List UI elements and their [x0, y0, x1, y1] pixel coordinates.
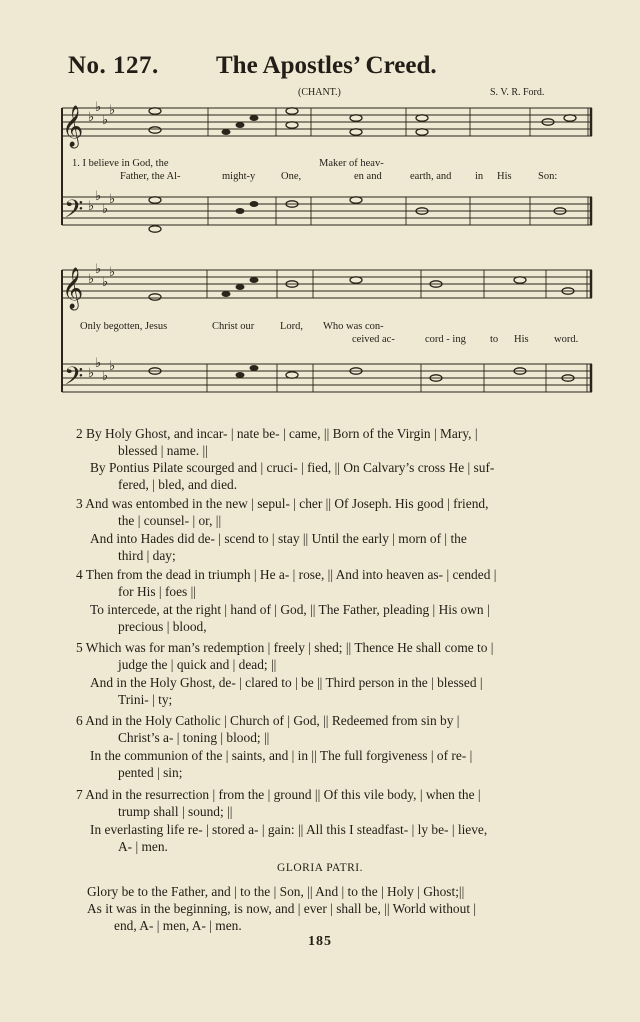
lyric-text: Lord, [280, 321, 304, 332]
lyric-text: Father, the Al- [120, 171, 181, 182]
verse-line: And into Hades did de- | scend to | stay || Until the early | morn of | the [90, 531, 467, 546]
lyric-text: in [475, 171, 484, 182]
gloria-heading: GLORIA PATRI. [277, 862, 363, 874]
verse-line: the | counsel- | or, || [118, 513, 222, 528]
hymn-title: The Apostles’ Creed. [216, 52, 437, 79]
svg-text:♭: ♭ [109, 103, 116, 118]
lyric-text: Who was con- [323, 321, 384, 332]
verse-line: Christ’s a- | toning | blood; || [118, 730, 270, 745]
bass-staff-2 [62, 364, 592, 392]
lyric-text: Maker of heav- [319, 158, 384, 169]
svg-text:♭: ♭ [109, 192, 116, 207]
lyric-text: ceived ac- [352, 334, 395, 345]
verse-line: third | day; [118, 548, 176, 563]
verse-line: To intercede, at the right | hand of | God, || The Father, pleading | His own | [90, 602, 490, 617]
verse-line: 3 And was entombed in the new | sepul- | cher || Of Joseph. His good | friend, [76, 496, 489, 511]
lyric-text: en and [354, 171, 382, 182]
svg-text:♭: ♭ [102, 202, 109, 217]
gloria-line: Glory be to the Father, and | to the | Son, || And | to the | Holy | Ghost;|| [87, 884, 465, 899]
verse-line: 4 Then from the dead in triumph | He a- | rose, || And into heaven as- | cended | [76, 567, 497, 582]
verse-line: In everlasting life re- | stored a- | gain: || All this I steadfast- | ly be- | lieve, [90, 822, 488, 837]
svg-text:♭: ♭ [95, 262, 102, 277]
verse-line: 7 And in the resurrection | from the | ground || Of this vile body, | when the | [76, 787, 481, 802]
lyric-text: earth, and [410, 171, 452, 182]
hymn-number: No. 127. [68, 52, 159, 79]
verse-line: 6 And in the Holy Catholic | Church of | God, || Redeemed from sin by | [76, 713, 460, 728]
svg-text:♭: ♭ [88, 272, 95, 287]
music-score [0, 0, 640, 420]
filled-noteheads [222, 115, 259, 378]
key-signature-flats [88, 100, 115, 384]
svg-text:♭: ♭ [102, 275, 109, 290]
treble-staff-1 [62, 108, 592, 136]
verse-line: blessed | name. || [118, 443, 208, 458]
verse-line: A- | men. [118, 839, 168, 854]
svg-text:♭: ♭ [88, 366, 95, 381]
verse-line: judge the | quick and | dead; || [118, 657, 277, 672]
gloria-line: As it was in the beginning, is now, and | ever | shall be, || World without | [87, 901, 477, 916]
verse-line: pented | sin; [118, 765, 183, 780]
treble-clef-icon: 𝄞 [62, 106, 84, 147]
svg-text:♭: ♭ [88, 199, 95, 214]
lyric-text: cord - ing [425, 334, 466, 345]
verse-line: Trini- | ty; [118, 692, 173, 707]
lyric-text: His [514, 334, 529, 345]
bass-clef-icon: 𝄢 [64, 362, 84, 397]
svg-text:♭: ♭ [95, 100, 102, 115]
lyric-text: might-y [222, 171, 256, 182]
gloria-line: end, A- | men, A- | men. [114, 918, 242, 933]
bass-staff-1 [62, 197, 592, 225]
verse-line: In the communion of the | saints, and | in || The full forgiveness | of re- | [90, 748, 473, 763]
verse-line: By Pontius Pilate scourged and | cruci- | fied, || On Calvary’s cross He | suf- [90, 460, 495, 475]
lyric-text: Son: [538, 171, 558, 182]
svg-text:♭: ♭ [102, 113, 109, 128]
treble-staff-2 [62, 270, 592, 298]
verse-line: precious | blood, [118, 619, 207, 634]
bass-clef-icon: 𝄢 [64, 195, 84, 230]
svg-text:♭: ♭ [95, 356, 102, 371]
verse-line: 2 By Holy Ghost, and incar- | nate be- | came, || Born of the Virgin | Mary, | [76, 426, 478, 441]
treble-clef-icon: 𝄞 [62, 268, 84, 309]
tune-style: (CHANT.) [298, 87, 341, 98]
lyric-text: word. [554, 334, 579, 345]
svg-text:♭: ♭ [109, 359, 116, 374]
svg-text:♭: ♭ [88, 110, 95, 125]
lyric-text: Only begotten, Jesus [80, 321, 168, 332]
verse-line: trump shall | sound; || [118, 804, 233, 819]
lyric-text: to [490, 334, 499, 345]
svg-text:♭: ♭ [109, 265, 116, 280]
verse-line: 5 Which was for man’s redemption | freely | shed; || Thence He shall come to | [76, 640, 494, 655]
svg-text:♭: ♭ [95, 189, 102, 204]
lyric-text: 1. I believe in God, the [72, 158, 169, 169]
svg-text:♭: ♭ [102, 369, 109, 384]
lyric-text: His [497, 171, 512, 182]
verse-line: for His | foes || [118, 584, 196, 599]
composer-credit: S. V. R. Ford. [490, 87, 545, 98]
lyric-text: Christ our [212, 321, 255, 332]
verse-line: And in the Holy Ghost, de- | clared to | be || Third person in the | blessed | [90, 675, 483, 690]
verse-line: fered, | bled, and died. [118, 477, 238, 492]
lyric-text: One, [281, 171, 302, 182]
page-number: 185 [308, 934, 332, 949]
